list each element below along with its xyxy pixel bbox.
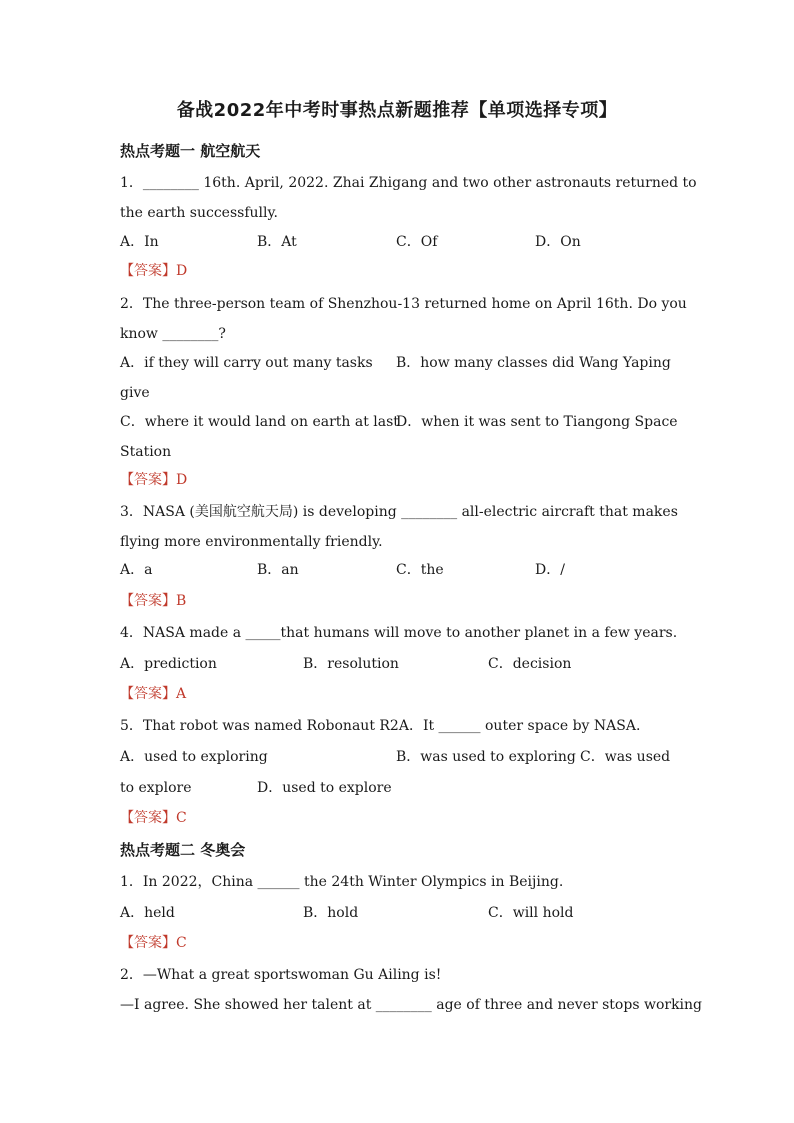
question-w1-option-b: B．hold (303, 905, 359, 921)
question-2-answer: 【答案】D (120, 472, 188, 488)
question-1-option-d: D．On (535, 234, 581, 250)
question-5-option-c: C．was used (580, 749, 671, 765)
section-heading-winter-olympics: 热点考题二 冬奥会 (120, 841, 246, 859)
question-1-option-a: A．In (120, 234, 159, 250)
question-w2-stem: 2．—What a great sportswoman Gu Ailing is! (120, 967, 442, 983)
question-2-option-b-cont: give (120, 385, 150, 401)
section-heading-aerospace: 热点考题一 航空航天 (120, 142, 261, 160)
question-2-option-d-cont: Station (120, 444, 172, 460)
question-5-option-a: A．used to exploring (120, 749, 268, 765)
question-4-stem: 4．NASA made a _____that humans will move to another planet in a few years. (120, 625, 678, 641)
question-3-option-c: C．the (396, 562, 444, 578)
question-3-option-a: A．a (120, 562, 153, 578)
question-3-answer: 【答案】B (120, 593, 187, 609)
question-3-stem: 3．NASA (美国航空航天局) is developing ________ all-electric aircraft that makes (120, 504, 678, 520)
question-w1-option-a: A．held (120, 905, 175, 921)
question-4-option-c: C．decision (488, 656, 572, 672)
question-5-option-d: D．used to explore (257, 780, 392, 796)
question-3-stem-cont: flying more environmentally friendly. (120, 534, 383, 550)
question-2-option-c: C．where it would land on earth at last (120, 414, 399, 430)
question-4-option-b: B．resolution (303, 656, 399, 672)
question-w2-stem-cont: —I agree. She showed her talent at ________ age of three and never stops working (120, 997, 703, 1013)
question-1-stem-cont: the earth successfully. (120, 205, 278, 221)
question-2-option-b: B．how many classes did Wang Yaping (396, 355, 671, 371)
question-1-option-c: C．Of (396, 234, 438, 250)
question-1-answer: 【答案】D (120, 263, 188, 279)
question-3-option-b: B．an (257, 562, 299, 578)
question-4-option-a: A．prediction (120, 656, 217, 672)
page-title: 备战2022年中考时事热点新题推荐【单项选择专项】 (176, 100, 618, 121)
question-5-stem: 5．That robot was named Robonaut R2A．It ______ outer space by NASA. (120, 718, 641, 734)
question-2-stem-cont: know ________? (120, 326, 226, 342)
question-5-option-c-cont: to explore (120, 780, 192, 796)
question-1-stem: 1．________ 16th. April, 2022. Zhai Zhigang and two other astronauts returned to (120, 175, 697, 191)
question-5-answer: 【答案】C (120, 810, 187, 826)
question-w1-answer: 【答案】C (120, 935, 187, 951)
question-2-stem: 2．The three-person team of Shenzhou-13 returned home on April 16th. Do you (120, 296, 687, 312)
question-1-option-b: B．At (257, 234, 297, 250)
question-5-option-b: B．was used to exploring (396, 749, 576, 765)
question-4-answer: 【答案】A (120, 686, 187, 702)
question-3-option-d: D．/ (535, 562, 565, 578)
question-2-option-a: A．if they will carry out many tasks (120, 355, 373, 371)
question-2-option-d: D．when it was sent to Tiangong Space (396, 414, 678, 430)
question-w1-option-c: C．will hold (488, 905, 574, 921)
question-w1-stem: 1．In 2022，China ______ the 24th Winter Olympics in Beijing. (120, 874, 564, 890)
